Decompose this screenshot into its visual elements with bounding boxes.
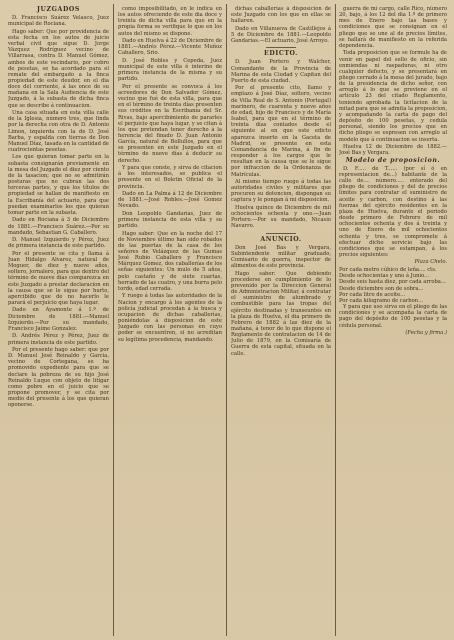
- paragraph: Huelva quince de Diciembre de mil ochocientos ochenta y uno.—Juan Portero.—Por su mandado, Nicasio Navarro.: [231, 204, 331, 230]
- paragraph: Don José Bas y Vergara, Subintendente militar graduado, Comisario de guerra, inspector de alimentos de este provincia.: [231, 244, 331, 270]
- section-header-juzgados: JUZGADOS: [37, 6, 80, 13]
- paragraph: dichas caballerías á disposicion de este Juzgado con los que en ellas se hallaren.: [231, 6, 331, 25]
- paragraph: como imposibilitado, en le indica en los autos ofreciendo de este dia doce y treinta de dicha villa para que en la propia forma se verifique lo que en los autos del mismo se dispone.: [118, 6, 222, 37]
- column-divider: [335, 4, 336, 636]
- plaza-label: Plaza Chelo.: [414, 259, 447, 266]
- paragraph: D. Francisco Suárez Velasco, Juez municipal de Rociana.: [8, 15, 109, 28]
- paragraph: Y para que conste, y sirva de citacion á los interesados, se publica el presente en el Boletin Oficial de la provincia.: [118, 165, 222, 190]
- paragraph: Huelva 12 de Diciembre de 1882.—José Bas y Vergara.: [339, 144, 447, 157]
- column-2: [118, 6, 222, 634]
- column-4: [339, 6, 447, 634]
- paragraph: Hago saber: Que por providencia de esta fecha en los autos de juicio verbal civil que sigue D. Jorge Vázquez Rodríguez vecino de Villarrasa, contra D. Manuel Gómez, ambos de este vecindario, por cobro de pesetas, se ha acordado para el remate del embargado a la finca propiedad de este deudor, en el dia doce del corriente, á las once de su mañana en la Sala Audiencia de este Juzgado, á la subasta de dicha finca que se describe á continuacion.: [8, 28, 109, 109]
- separator-line: [266, 47, 296, 48]
- paragraph: Y para que uso sirva en el pliego de las condiciones y se acompaña la carta de pago del depósito de 100 pesetas y la cédula personal.: [339, 304, 447, 329]
- paragraph: Por el presente se cita y llama á Juan Hidalgo Alvarez, natural de Moguer, de diez y nueve años, soltero, jornalero, para que dentro del término de nueve días comparezca en este Juzgado a prestar declaracion en la causa que se le sigue por hurto, apercibido que de no hacerlo le parará el perjuicio que haya lugar.: [8, 250, 109, 306]
- paragraph: guerra de mi cargo, calle Rico, número 20, bajo, á los 12 del dia 1.º de primero mes de Enero bajo las bases y condiciones que se consignan en el pliego que se une al de precios límites, se hallará de manifiesto en la referida dependencia.: [339, 6, 447, 49]
- closing-signature: (Fecha y firma.): [405, 329, 447, 336]
- section-header-edicto: EDICTO.: [264, 50, 298, 58]
- paragraph: Hago saber: Que debiendo procederse en cumplimiento de lo prevenido por la Direccion General de Administracion Militar, á contratar el suministro de alumbrado y combustible para las tropas del ejército destinadas y transeuntes en la plaza de Huelva, el dia primero de Febrero de 1882 á las diez de la mañana, á tenor de lo que dispone el Reglamento de contratacion de 14 de Julio de 1879, en la Comisaría de Guerra de esta capital, situada en la calle.: [231, 270, 331, 357]
- separator-line: [266, 233, 296, 234]
- price-list-item: Desde ochocientas y uno á Junio...: [339, 273, 430, 280]
- paragraph: Y ruego á todas las autoridades de la Nacion y encargo á los agentes de la policía judicial procedan á la busca y ocupacion de dichas caballerías, poniéndolas á disposicion de este Juzgado con las personas en cuyo poder se encuentren, si no acreditan su legítima procedencia, mandando.: [118, 293, 222, 343]
- section-header-modelo: Modelo de proposicion.: [345, 156, 441, 164]
- price-list-item: Desde seis hasta diez, por cada arroba...: [339, 279, 446, 286]
- paragraph: D. Andrés Pérez y Pérez, Juez de primera instancia de este partido.: [8, 333, 109, 346]
- paragraph: Dado en Huelva á 22 de Diciembre de 1881.—Andrés Pérez.—Vicente Muñoz Caballero, Srio.: [118, 38, 222, 57]
- price-list-item: Por cada kilogramo de carbon...: [339, 297, 424, 304]
- paragraph: Toda proposicion que se formule ha de venir en papel del sello de oficio, sin enmiendas ni raspaduras, ni otro cualquier defecto, y se presentará en pliego cerrado á la mesa del jurado, bajo de la presidencia de dicho señor, con arreglo á lo que se previene en el artículo 23 del citado Reglamento, teniendo aprobada la licitacion de la mitad para que se admita la proposicion, y acompañando la carta de pago del depósito de 100 pesetas, y cedula personal, siendo los precios que en dicho pliego se espresen con arreglo al modelo que á continuacion se inserta.: [339, 50, 447, 143]
- price-list-item: Por cada metro cúbico de leña.... cts.: [339, 267, 437, 274]
- column-1: [8, 6, 109, 634]
- paragraph: Dado en La Palma á 12 de Diciembre de 1881.—José Robles.—José Gomez Nevado.: [118, 191, 222, 210]
- paragraph: Dado en Villanueva de Castillejos á 5 de Diciembre de 1881.—Leopoldo Gandarias.—El actuario, José Arroyo.: [231, 25, 331, 45]
- paragraph: D. Juan Portero y Walcher, Comandante de la Provincia de Marina de esta Ciudad y Capitan del Puerto de esta ciudad.: [231, 59, 331, 84]
- paragraph: Por el presente hago saber: que por D. Manuel José Reinaldo y Garcia, vecino de Cortegana, se ha promovido expediente para que se declare la pobreza de su hijo José Reinaldo Luque con objeto de litigar como pobre en el juicio que se propone promover, y se cita por medio del presente á los que quieran oponerse.: [8, 346, 109, 409]
- paragraph: Una casa situada en esta villa calle de la Iglesia, número tres, que linda por la derecha con otra de D. Antonio Limon, izquierda con la de D. José Barba, y espalda con tierras de Don Manuel Díaz, tasada en la cantidad de cuatrocientas pesetas.: [8, 110, 109, 154]
- price-list-item: Por cada litro de aceite...: [339, 291, 406, 298]
- paragraph: Hago saber: Que en la noche del 17 de Noviembre último han sido robados de las puertas de la casa de los señores de Velázquez de las Gumas José Rubio Caballero y Francisco Márquez Gomez, dos caballerías de los señas siguientes: Un mulo de 5 años, pelo castaño y de siete cuartas, herrado de las cuatro, y una burra pelo tordo, edad cerrada.: [118, 230, 222, 292]
- paragraph: Don Leopoldo Gandarias, Juez de primera instancia de esta villa y su partido.: [118, 210, 222, 230]
- column-divider: [113, 4, 114, 636]
- column-3: [231, 6, 331, 634]
- paragraph: D. José Robles y Cepeda, Juez municipal de este villa é interino de primera instancia de la misma y su partido.: [118, 57, 222, 83]
- paragraph: Los que quieran tomar parte en la subasta consignarán previamente en la mesa del Juzgado el diez por ciento de la tasacion; que no se admitirán posturas que no cubran las dos terceras partes, y que los títulos de propiedad se hallan de manifiesto en la Escribanía del actuario, para que puedan examinarlos los que quieran tomar parte en la subasta.: [8, 154, 109, 216]
- paragraph: Al mismo tiempo ruego á todas las autoridades civiles y militares que procuren su detencion, dispongan su captura y le pongan á mi disposicion.: [231, 178, 331, 204]
- paragraph: Por el presente se convoca á los acreedores de Don Salvador Gómez, vecino que fué de esta villa, para que en el término de treinta días presenten sus créditos en la Escribanía del Sr. Rivas, bajo apercibimiento de pararles el perjuicio que haya lugar, y se citan á los que pretendan tener derecho á la herencia del finado D. Juan Antonio García, natural de Bollullos, para que se presenten en este Juzgado en el término de nueve días á deducir su derecho.: [118, 83, 222, 164]
- paragraph: D. F..... de T...... (por sí ó en representacion de...) habitante de la calle de.... número..... enterado del pliego de condiciones y del de precios límites para contratar el suministro de aceite y carbon, con destino á las fuerzas del ejército residentes en la plaza de Huelva, durante el periodo desde primero de Febrero de mil ochocientos ochenta y dos á treinta y uno de Enero de mil ochocientos ochenta y tres, se compromete á efectuar dicho servicio bajo las condiciones que se estampan, á los precios siguientes:: [339, 165, 447, 258]
- paragraph: Dado en Rociana á 3 de Diciembre de 1881.—Francisco Suárez.—Por su mandado, Sebastian G. Caballero.: [8, 217, 109, 236]
- paragraph: Dado en Ayamonte á 1.º de Diciembre de 1881.—Manuel Izquierdo.—Por su mandado, Francisco Jaime Gonzalez.: [8, 307, 109, 332]
- price-list-item: Desde diciembre son de sobra...: [339, 285, 424, 292]
- section-header-anuncio: ANUNCIO.: [260, 235, 302, 243]
- paragraph: D. Manuel Izquierdo y Pérez, Juez de primera instancia de este partido.: [8, 237, 109, 250]
- column-divider: [226, 4, 227, 636]
- paragraph: Por el presente cito, llamo y emplazo á José Díaz, soltero, vecino de Villa Real de S. Antonio (Portugal) marinero, de cuarenta y nueve años de edad, hijo de Francisco y de María Isabel, para que en el término de treinta días contados desde el siguiente al en que este edicto aparezca inserto en la Gaceta de Madrid, se presente en esta Comandancia de Marina, á fin de responder á los cargos que le resultan en la causa que se le sigue por infraccion de la Ordenanza de Matrículas.: [231, 85, 331, 178]
